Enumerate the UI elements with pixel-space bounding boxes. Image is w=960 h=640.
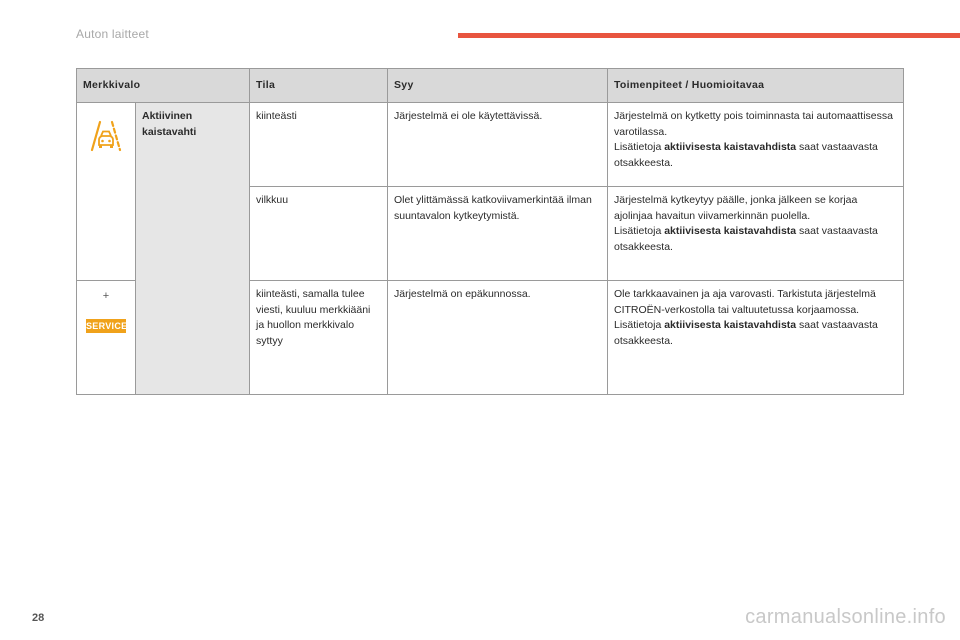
col-header-merkkivalo: Merkkivalo bbox=[77, 69, 250, 103]
indicator-icon-cell bbox=[77, 281, 136, 395]
col-header-syy: Syy bbox=[388, 69, 608, 103]
action-cell bbox=[608, 103, 904, 187]
tila-cell: kiinteästi bbox=[250, 103, 388, 187]
indicator-table bbox=[76, 68, 904, 395]
info-prefix: Lisätietoja bbox=[614, 319, 662, 331]
action-cell bbox=[608, 281, 904, 395]
syy-cell: Järjestelmä on epäkunnossa. bbox=[388, 281, 608, 395]
service-warning-icon: SERVICE bbox=[86, 320, 128, 331]
table-header-row bbox=[77, 69, 904, 103]
plus-sign: + bbox=[102, 290, 110, 302]
watermark: carmanualsonline.info bbox=[745, 606, 946, 628]
lane-keeping-icon bbox=[89, 119, 123, 153]
tila-cell: vilkkuu bbox=[250, 187, 388, 281]
section-title: Auton laitteet bbox=[76, 27, 149, 41]
info-suffix: saat vastaavasta otsakkeesta. bbox=[614, 141, 878, 169]
page-number: 28 bbox=[32, 612, 45, 624]
action-cell bbox=[608, 187, 904, 281]
action-text: Järjestelmä kytkeytyy päälle, jonka jälkeen se korjaa ajolinjaa havaitun viivamerkinnän puolella. bbox=[614, 194, 858, 222]
indicator-name: Aktiivinen kaistavahti bbox=[142, 110, 197, 138]
action-text: Ole tarkkaavainen ja aja varovasti. Tarkistuta järjestelmä CITROËN-verkostolla tai valtuutetussa korjaamossa. bbox=[614, 288, 876, 316]
table-row bbox=[77, 103, 904, 187]
info-link-text: aktiivisesta kaistavahdista bbox=[664, 141, 797, 153]
indicator-name-cell bbox=[136, 103, 250, 395]
syy-cell: Olet ylittämässä katkoviivamerkintää ilman suuntavalon kytkeytymistä. bbox=[388, 187, 608, 281]
info-prefix: Lisätietoja bbox=[614, 141, 662, 153]
info-suffix: saat vastaavasta otsakkeesta. bbox=[614, 319, 878, 347]
info-prefix: Lisätietoja bbox=[614, 225, 662, 237]
info-link-text: aktiivisesta kaistavahdista bbox=[664, 319, 797, 331]
col-header-toimenpiteet: Toimenpiteet / Huomioitavaa bbox=[608, 69, 904, 103]
info-suffix: saat vastaavasta otsakkeesta. bbox=[614, 225, 878, 253]
tila-cell: kiinteästi, samalla tulee viesti, kuuluu merkkiääni ja huollon merkkivalo syttyy bbox=[250, 281, 388, 395]
action-text: Järjestelmä on kytketty pois toiminnasta tai automaattisessa varotilassa. bbox=[614, 110, 893, 138]
header-accent-bar bbox=[458, 33, 960, 38]
info-link-text: aktiivisesta kaistavahdista bbox=[664, 225, 797, 237]
syy-cell: Järjestelmä ei ole käytettävissä. bbox=[388, 103, 608, 187]
col-header-tila: Tila bbox=[250, 69, 388, 103]
indicator-icon-cell bbox=[77, 103, 136, 281]
